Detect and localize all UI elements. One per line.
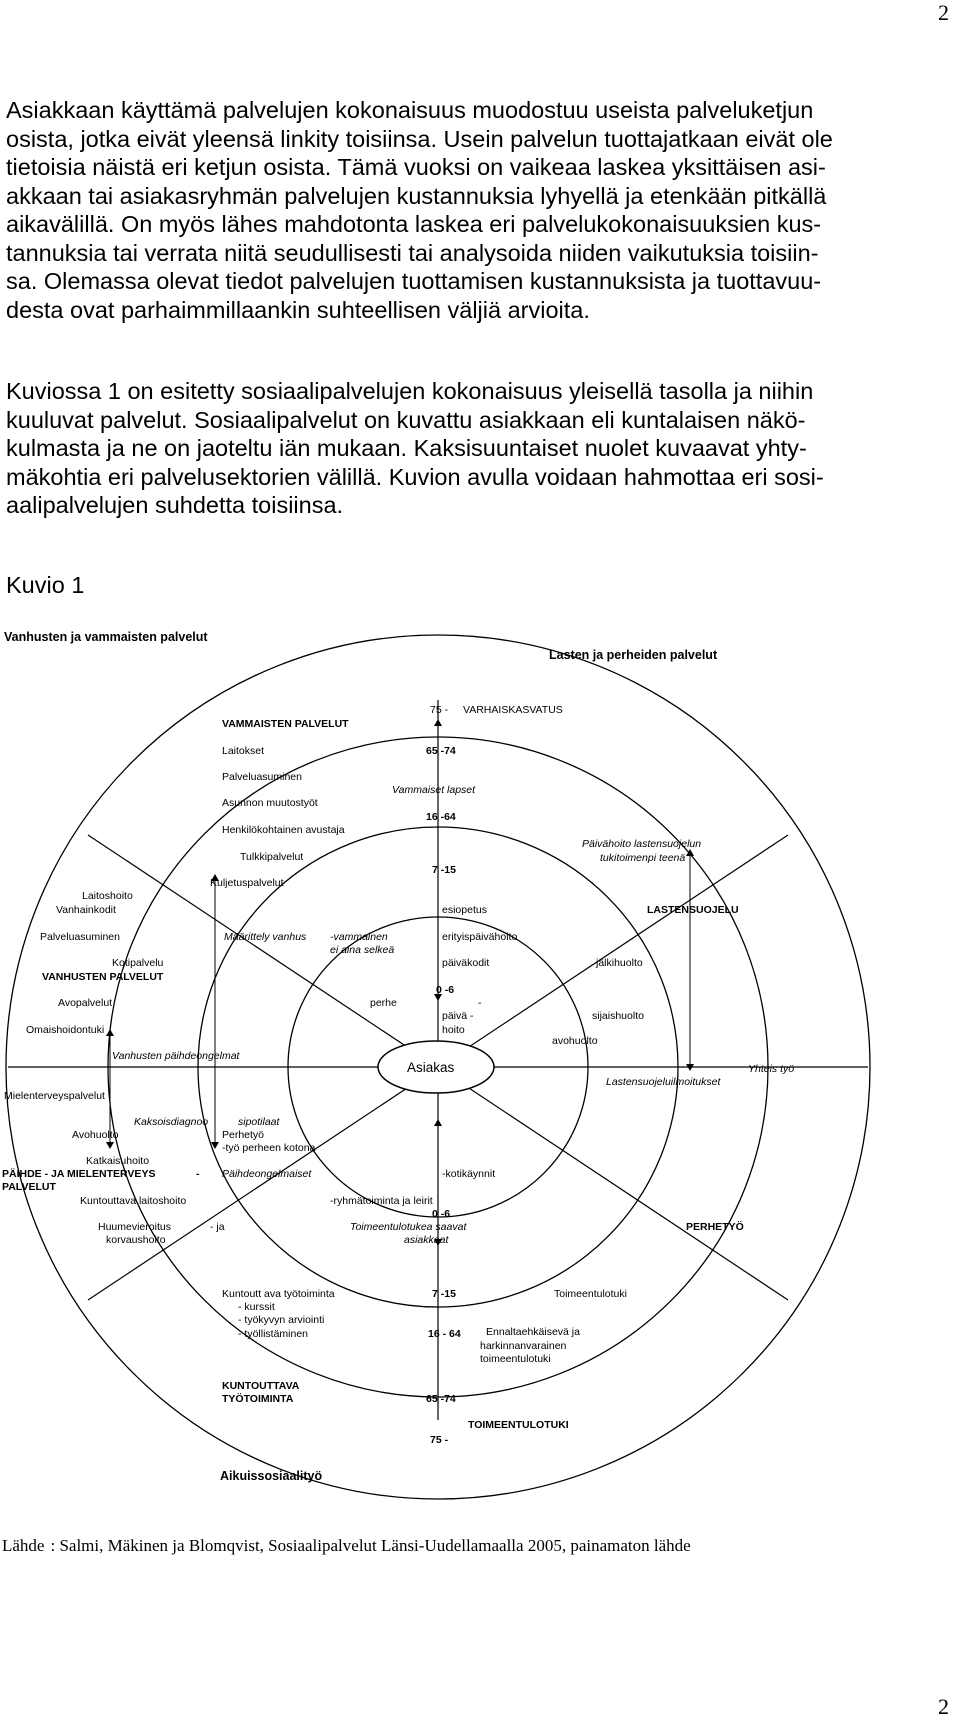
label-vammaiset-lapset: Vammaiset lapset bbox=[392, 784, 476, 796]
label-age: 65 -74 bbox=[426, 745, 456, 757]
label-paivahoito: tukitoimenpi teenä bbox=[600, 852, 686, 864]
label-kuljetus: Kuljetuspalvelut bbox=[210, 877, 284, 889]
label-vanhusten: VANHUSTEN PALVELUT bbox=[42, 971, 164, 983]
label-ennalta: harkinnanvarainen bbox=[480, 1340, 567, 1352]
label-asiakkaat: asiakkaat bbox=[404, 1234, 449, 1246]
label-maarittely: Määrittely vanhus bbox=[224, 931, 307, 943]
label-age: 16 - 64 bbox=[428, 1328, 461, 1340]
label-korvaushoito: korvaushoito bbox=[106, 1234, 166, 1246]
label-tulkki: Tulkkipalvelut bbox=[240, 851, 304, 863]
label-laitoshoito: Laitoshoito bbox=[82, 890, 133, 902]
label-esiopetus: esiopetus bbox=[442, 904, 487, 916]
label-jalkihuolto: jälkihuolto bbox=[596, 957, 643, 969]
label-huumevieroitus: Huumevieroitus bbox=[98, 1221, 171, 1233]
source-text: : Salmi, Mäkinen ja Blomqvist, Sosiaalipalvelut Länsi-Uudellamaalla 2005, painamaton lähde bbox=[50, 1536, 691, 1555]
label-lsilmoitus: Lastensuojeluilmoitukset bbox=[606, 1076, 721, 1088]
page-number-bottom: 2 bbox=[938, 1694, 949, 1719]
paragraph-line: Asiakkaan käyttämä palvelujen kokonaisuus muodostuu useista palveluketjun bbox=[6, 97, 814, 123]
caption-bottom: Aikuissosiaalityö bbox=[220, 1469, 323, 1483]
caption-top-right: Lasten ja perheiden palvelut bbox=[549, 648, 718, 662]
paragraph-line: aikavälillä. On myös lähes mahdotonta laskea eri palvelukokonaisuuksien kus- bbox=[6, 211, 822, 237]
label-paiva: päivä - bbox=[442, 1010, 474, 1022]
label-kaksoisdiagnoo: Kaksoisdiagnoo bbox=[134, 1116, 209, 1128]
label-laitokset: Laitokset bbox=[222, 745, 265, 757]
label-dash: - bbox=[196, 1168, 200, 1180]
label-perhe: perhe bbox=[370, 997, 397, 1009]
label-henkilo: Henkilökohtainen avustaja bbox=[222, 824, 345, 836]
label-palveluasuminen: Palveluasuminen bbox=[40, 931, 120, 943]
label-paihde-vanhus: Vanhusten päihdeongelmat bbox=[112, 1050, 240, 1062]
figure-heading: Kuvio 1 bbox=[6, 572, 85, 598]
label-paivakodit: päiväkodit bbox=[442, 957, 490, 969]
label-vammaisten: VAMMAISTEN PALVELUT bbox=[222, 718, 349, 730]
label-ennalta: Ennaltaehkäisevä ja bbox=[486, 1326, 580, 1338]
source-note bbox=[2, 1536, 697, 1556]
label-avopalvelut: Avopalvelut bbox=[58, 997, 113, 1009]
label-age: 0 -6 bbox=[436, 984, 455, 996]
label-toimeentulotukea: Toimeentulotukea saavat bbox=[350, 1221, 467, 1233]
paragraph-line: tietoisia näistä eri ketjun osista. Tämä vuoksi on vaikeaa laskea yksittäisen asi- bbox=[6, 154, 826, 180]
label-paihdeongelmaiset: Päihdeongelmaiset bbox=[222, 1168, 312, 1180]
label-kuntouttava-laitos: Kuntouttava laitoshoito bbox=[80, 1195, 187, 1207]
label-age: 0 -6 bbox=[432, 1208, 451, 1220]
page-number-top: 2 bbox=[938, 0, 949, 25]
label-dash: - bbox=[478, 997, 482, 1009]
label-kuntouttava-title: TYÖTOIMINTA bbox=[222, 1393, 294, 1405]
label-age: 16 -64 bbox=[426, 811, 456, 823]
label-palveluasuminen: Palveluasuminen bbox=[222, 771, 302, 783]
label-vanhainkodit: Vanhainkodit bbox=[56, 904, 116, 916]
label-tyollistaminen: - työllistäminen bbox=[238, 1328, 309, 1340]
center-label: Asiakas bbox=[407, 1060, 455, 1075]
two-way-arrows bbox=[110, 720, 690, 1245]
label-avohuolto: Avohuolto bbox=[72, 1129, 119, 1141]
label-kotikaynnit: -kotikäynnit bbox=[442, 1168, 496, 1180]
label-toimeentulotuki: Toimeentulotuki bbox=[554, 1288, 627, 1300]
label-perhetyo-title: PERHETYÖ bbox=[686, 1221, 744, 1233]
label-yhteistyo: Yhteis työ bbox=[748, 1063, 795, 1075]
label-ryhmatoiminta: -ryhmätoiminta ja leirit bbox=[330, 1195, 433, 1207]
label-age: 75 - bbox=[430, 704, 449, 716]
paragraph-line: tannuksia tai verrata niitä seudullisesti tai analysoida niiden vaikutuksia toisiin- bbox=[6, 239, 819, 266]
label-varhaiskasvatus: VARHAISKASVATUS bbox=[463, 704, 563, 716]
caption-top-left: Vanhusten ja vammaisten palvelut bbox=[4, 630, 208, 644]
label-toimeentulotuki-title: TOIMEENTULOTUKI bbox=[468, 1419, 569, 1431]
paragraph-line: kulmasta ja ne on jaoteltu iän mukaan. Kaksisuuntaiset nuolet kuvaavat yhty- bbox=[6, 435, 807, 461]
label-age: 65 -74 bbox=[426, 1393, 456, 1405]
label-kotipalvelu: Kotipalvelu bbox=[112, 957, 164, 969]
label-kuntouttava-title: KUNTOUTTAVA bbox=[222, 1380, 300, 1392]
label-ja: - ja bbox=[210, 1221, 225, 1233]
paragraph-line: kuuluvat palvelut. Sosiaalipalvelut on kuvattu asiakkaan eli kuntalaisen näkö- bbox=[6, 406, 806, 433]
label-tyokyky: - työkyvyn arviointi bbox=[238, 1314, 325, 1326]
label-kurssit: - kurssit bbox=[238, 1301, 275, 1313]
label-mielenterveys: Mielenterveyspalvelut bbox=[4, 1090, 105, 1102]
label-perhetyo: Perhetyö bbox=[222, 1129, 265, 1141]
label-tyo-kotona: -työ perheen kotona bbox=[222, 1142, 316, 1154]
label-hoito: hoito bbox=[442, 1024, 465, 1036]
label-lastensuojelu: LASTENSUOJELU bbox=[647, 904, 739, 916]
label-asunnon: Asunnon muutostyöt bbox=[222, 797, 318, 809]
label-palvelut: PALVELUT bbox=[2, 1181, 56, 1193]
label-paivahoito: Päivähoito lastensuojelun bbox=[582, 838, 702, 850]
label-katkaisuhoito: Katkaisuhoito bbox=[86, 1155, 150, 1167]
paragraph-line: akkaan tai asiakasryhmän palvelujen kustannuksia lyhyellä ja etenkään pitkällä bbox=[6, 182, 827, 209]
label-vammainen: -vammainen bbox=[330, 931, 388, 943]
label-age: 7 -15 bbox=[432, 864, 456, 876]
label-age: 75 - bbox=[430, 1434, 449, 1446]
label-omaishoito: Omaishoidontuki bbox=[26, 1024, 105, 1036]
label-sipotilaat: sipotilaat bbox=[238, 1116, 280, 1128]
paragraph-line: desta ovat parhaimmillaankin suhteellisen väljiä arvioita. bbox=[6, 296, 590, 323]
label-ei-aina: ei aina selkeä bbox=[330, 944, 395, 956]
source-label: Lähde bbox=[2, 1536, 45, 1555]
paragraph-line: aalipalvelujen suhdetta toisiinsa. bbox=[6, 492, 344, 518]
label-erityis: erityispäivähoito bbox=[442, 931, 518, 943]
label-kuntoutt: Kuntoutt ava työtoiminta bbox=[222, 1288, 335, 1300]
paragraph-line: mäkohtia eri palvelusektorien välillä. Kuvion avulla voidaan hahmottaa eri sosi- bbox=[6, 463, 824, 490]
paragraph-line: sa. Olemassa olevat tiedot palvelujen tuottamisen kustannuksista ja tuottavuu- bbox=[6, 268, 822, 294]
label-sijaishuolto: sijaishuolto bbox=[592, 1010, 644, 1022]
paragraph-line: Kuviossa 1 on esitetty sosiaalipalvelujen kokonaisuus yleisellä tasolla ja niihin bbox=[6, 378, 814, 404]
label-avohuolto: avohuolto bbox=[552, 1035, 598, 1047]
label-ennalta: toimeentulotuki bbox=[480, 1353, 551, 1365]
paragraph-line: osista, jotka eivät yleensä linkity toisiinsa. Usein palvelun tuottajatkaan eivät ole bbox=[6, 125, 833, 152]
label-paihde-title: PÄIHDE - JA MIELENTERVEYS bbox=[2, 1168, 156, 1180]
label-age: 7 -15 bbox=[432, 1288, 456, 1300]
